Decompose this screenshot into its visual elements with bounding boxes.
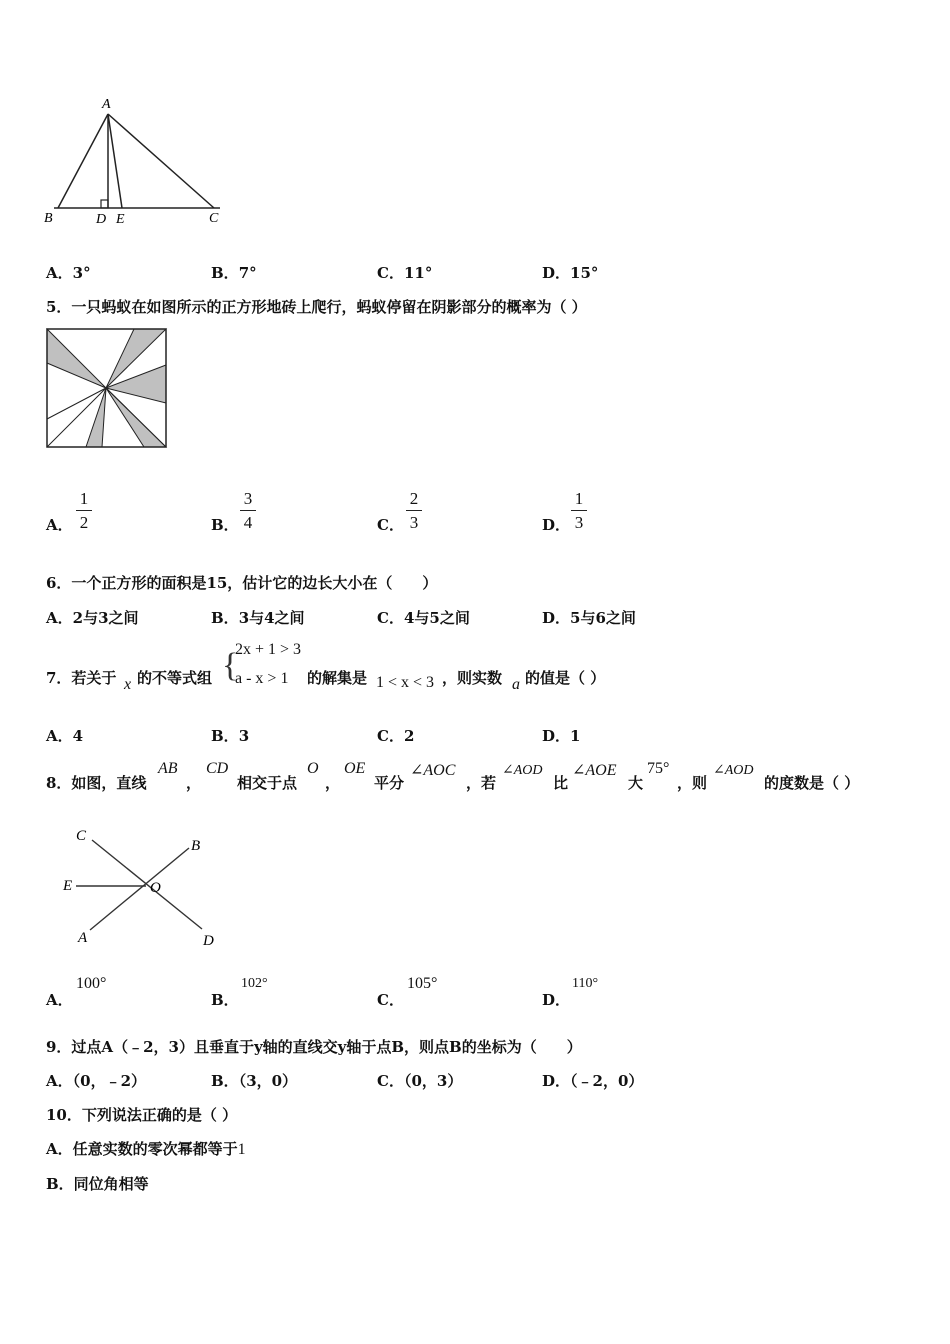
q6-stem: 6．一个正方形的面积是15，估计它的边长大小在（ ） [46,574,438,592]
point-label-D: D [96,212,107,227]
q8-stem-part7: ，则 [677,774,708,792]
q8-option-a-value: 100° [76,975,107,992]
point-label-A: A [78,930,88,946]
q8-stem-part8: 的度数是（ ） [764,774,860,792]
q4-option-d[interactable]: D．15° [542,264,599,282]
q7-option-c[interactable]: C．2 [377,727,415,745]
q8-stem-part6: 大 [628,774,644,792]
q7-solution-set: 1 < x < 3 [376,674,435,691]
q8-stem-part4: ，若 [466,774,497,792]
q7-system-brace: { [222,647,239,684]
q8-stem-part1: 8．如图，直线 [46,774,147,792]
square-tile-figure [46,328,168,449]
q8-angle-aod: ∠AOD [502,763,543,778]
q7-option-d[interactable]: D．1 [542,727,581,745]
q5-option-d-fraction: 1 3 [571,489,587,532]
q7-option-b[interactable]: B．3 [211,727,250,745]
q5-option-d-letter[interactable]: D． [542,516,571,534]
q5-option-c-fraction: 2 3 [406,489,422,532]
q8-degree-75: 75° [647,760,670,777]
q8-angle-aoe: ∠AOE [572,762,617,779]
q7-option-a[interactable]: A．4 [46,727,84,745]
q8-line-ab: AB [158,760,178,777]
point-label-B: B [44,211,53,226]
point-label-D: D [203,933,214,949]
q8-angle-aod-2: ∠AOD [713,763,754,778]
q6-option-a[interactable]: A．2与3之间 [46,609,139,627]
q8-stem-part2: 相交于点 [237,774,298,792]
q7-var-x: x [124,676,132,693]
q7-stem-part2: 的不等式组 [137,669,213,687]
q10-option-a-value: 1 [237,1141,246,1158]
point-label-E: E [116,212,125,227]
q8-stem-part5: 比 [553,774,569,792]
q8-comma2: ， [325,774,341,792]
q5-stem: 5．一只蚂蚁在如图所示的正方形地砖上爬行，蚂蚁停留在阴影部分的概率为（ ） [46,298,587,316]
q8-option-d-letter[interactable]: D． [542,991,571,1009]
point-label-B: B [191,838,201,854]
q8-option-c-value: 105° [407,975,438,992]
q7-var-a: a [512,676,520,693]
q8-option-c-letter[interactable]: C． [377,991,404,1009]
point-label-O: O [150,880,161,896]
q6-option-b[interactable]: B．3与4之间 [211,609,305,627]
q7-system-line2: a - x > 1 [235,670,289,687]
q6-option-c[interactable]: C．4与5之间 [377,609,470,627]
point-label-C: C [76,828,87,844]
q4-option-a[interactable]: A．3° [46,264,91,282]
q7-stem-part3: 的解集是 [307,669,368,687]
point-label-A: A [102,97,111,112]
q5-option-a-fraction: 1 2 [76,489,92,532]
q8-option-b-letter[interactable]: B． [211,991,239,1009]
q8-line-cd: CD [206,760,229,777]
q8-option-b-value: 102° [241,976,268,991]
q6-option-d[interactable]: D．5与6之间 [542,609,636,627]
q5-option-c-letter[interactable]: C． [377,516,404,534]
point-label-E: E [63,878,73,894]
q8-comma1: ， [186,774,202,792]
q8-point-o: O [307,760,319,777]
q8-stem-part3: 平分 [374,774,405,792]
q8-option-a-letter[interactable]: A． [46,991,73,1009]
q9-option-a[interactable]: A．（0，﹣2） [46,1072,147,1090]
point-label-C: C [209,211,219,226]
q5-option-b-fraction: 3 4 [240,489,256,532]
q10-stem: 10．下列说法正确的是（ ） [46,1106,238,1124]
q9-option-d[interactable]: D．（﹣2，0） [542,1072,644,1090]
q9-stem: 9．过点A（﹣2，3）且垂直于y轴的直线交y轴于点B，则点B的坐标为（ ） [46,1038,582,1056]
q8-option-d-value: 110° [572,976,599,991]
q5-option-a-letter[interactable]: A． [46,516,73,534]
q8-ray-oe: OE [344,760,366,777]
q10-option-b[interactable]: B．同位角相等 [46,1175,149,1193]
q4-option-c[interactable]: C．11° [377,264,433,282]
intersecting-lines-figure [58,822,228,952]
triangle-figure [40,92,240,232]
q10-option-a[interactable]: A．任意实数的零次幂都等于1 [46,1140,246,1158]
q7-stem-part5: 的值是（ ） [525,669,606,687]
q9-option-c[interactable]: C．（0，3） [377,1072,463,1090]
q7-stem-part4: ，则实数 [442,669,503,687]
q7-system-line1: 2x + 1 > 3 [235,641,302,658]
q4-option-b[interactable]: B．7° [211,264,257,282]
q9-option-b[interactable]: B．（3，0） [211,1072,298,1090]
q7-stem-part1: 7．若关于 [46,669,117,687]
q8-angle-aoc: ∠AOC [410,762,456,779]
q5-option-b-letter[interactable]: B． [211,516,239,534]
